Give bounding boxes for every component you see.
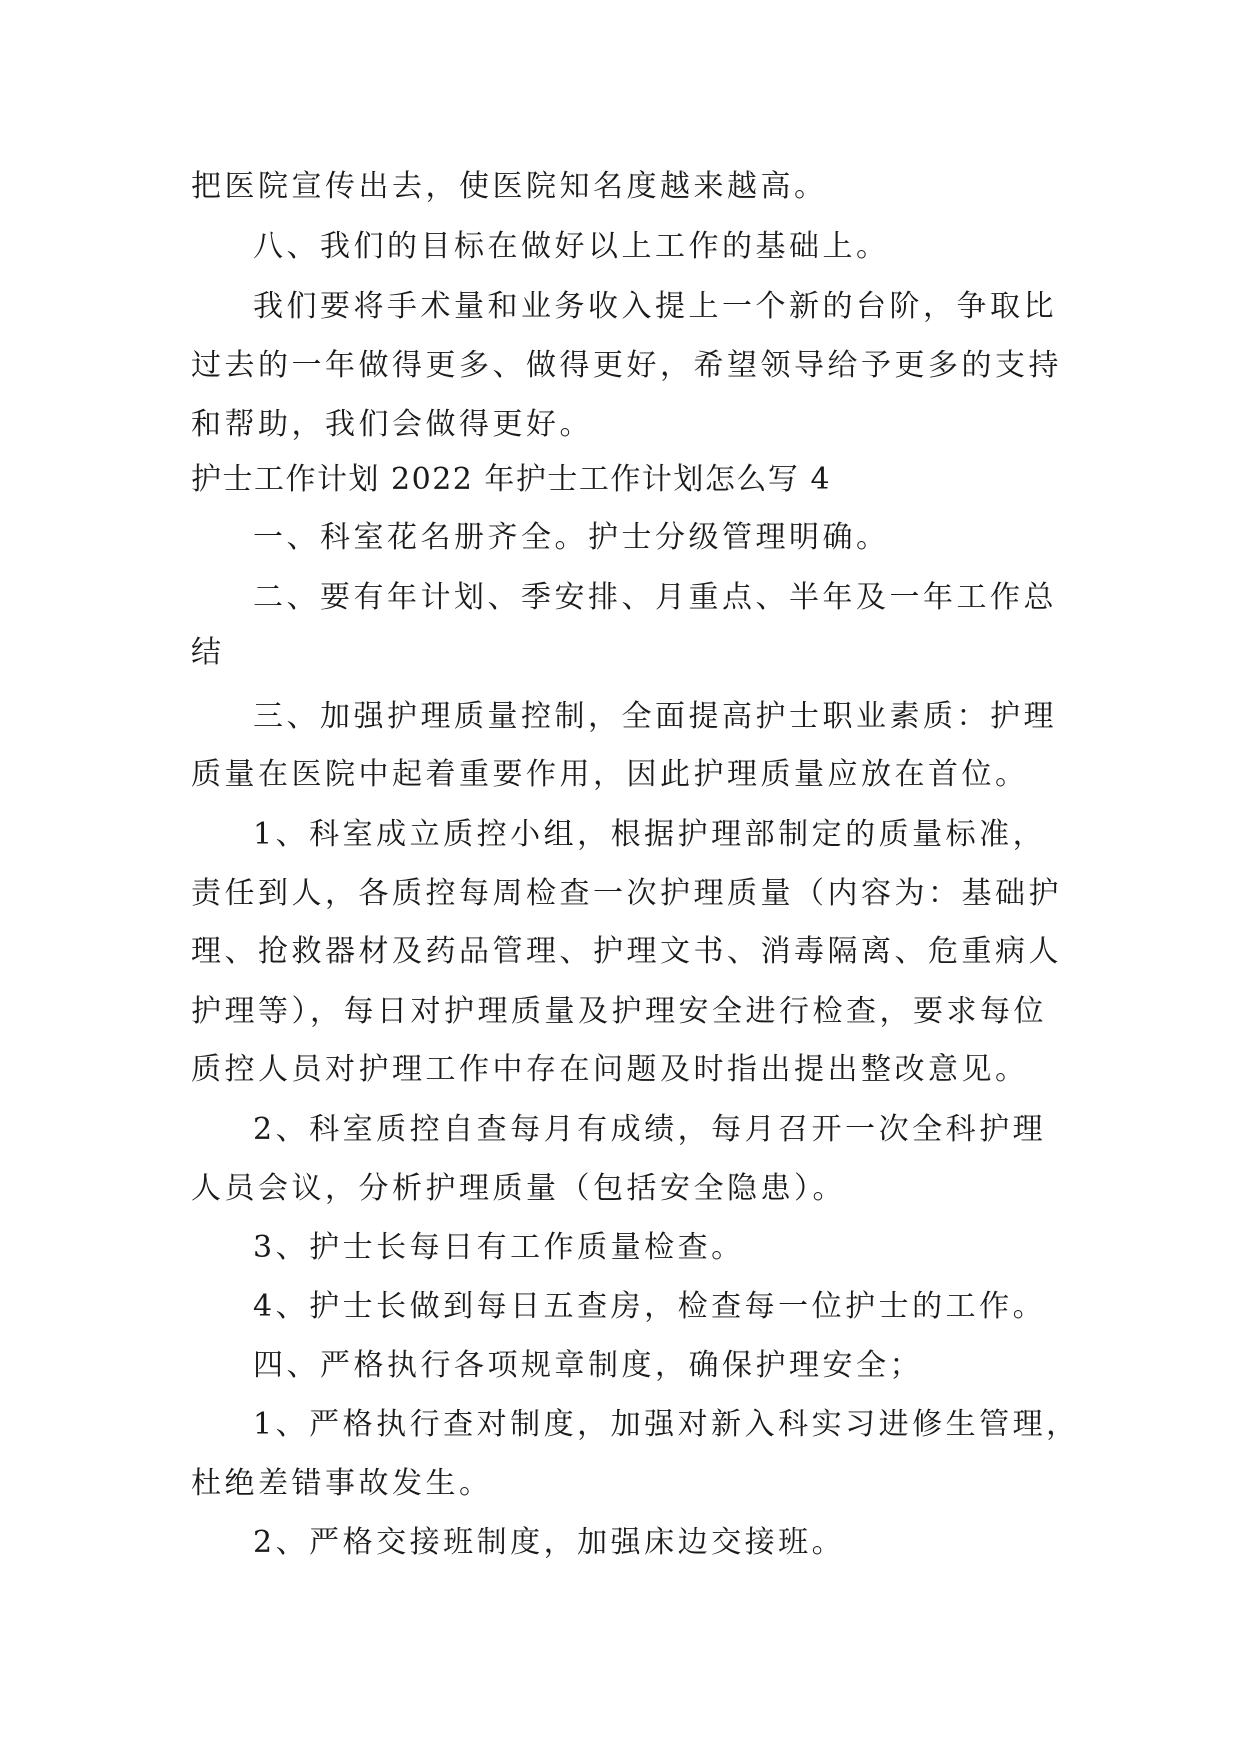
- section-heading: 护士工作计划 2022 年护士工作计划怎么写 4: [191, 462, 832, 497]
- text-line: 护理等），每日对护理质量及护理安全进行检查，要求每位: [191, 994, 1047, 1029]
- text-line: 2、严格交接班制度，加强床边交接班。: [253, 1525, 846, 1560]
- text-line: 杜绝差错事故发生。: [191, 1466, 493, 1501]
- text-line: 1、科室成立质控小组，根据护理部制定的质量标准，: [253, 817, 1047, 852]
- text-line: 四、严格执行各项规章制度，确保护理安全；: [253, 1348, 923, 1383]
- text-line: 一、科室花名册齐全。护士分级管理明确。: [253, 520, 890, 555]
- text-line: 结: [191, 635, 225, 670]
- text-line: 质控人员对护理工作中存在问题及时指出提出整改意见。: [191, 1052, 1029, 1087]
- text-line: 3、护士长每日有工作质量检查。: [253, 1230, 745, 1265]
- text-line: 理、抢救器材及药品管理、护理文书、消毒隔离、危重病人: [191, 934, 1062, 969]
- text-line: 三、加强护理质量控制，全面提高护士职业素质：护理: [253, 699, 1057, 734]
- text-line: 把医院宣传出去，使医院知名度越来越高。: [191, 169, 828, 204]
- text-line: 责任到人，各质控每周检查一次护理质量（内容为：基础护: [191, 876, 1062, 911]
- text-line: 过去的一年做得更多、做得更好，希望领导给予更多的支持: [191, 348, 1062, 383]
- text-line: 我们要将手术量和业务收入提上一个新的台阶，争取比: [253, 289, 1057, 324]
- text-line: 二、要有年计划、季安排、月重点、半年及一年工作总: [253, 580, 1057, 615]
- text-line: 1、严格执行查对制度，加强对新入科实习进修生管理，: [253, 1407, 1080, 1442]
- text-line: 4、护士长做到每日五查房，检查每一位护士的工作。: [253, 1289, 1047, 1324]
- text-line: 2、科室质控自查每月有成绩，每月召开一次全科护理: [253, 1112, 1047, 1147]
- text-line: 和帮助，我们会做得更好。: [191, 407, 593, 442]
- text-line: 人员会议，分析护理质量（包括安全隐患）。: [191, 1171, 846, 1206]
- text-line: 质量在医院中起着重要作用，因此护理质量应放在首位。: [191, 757, 1029, 792]
- text-line: 八、我们的目标在做好以上工作的基础上。: [253, 229, 890, 264]
